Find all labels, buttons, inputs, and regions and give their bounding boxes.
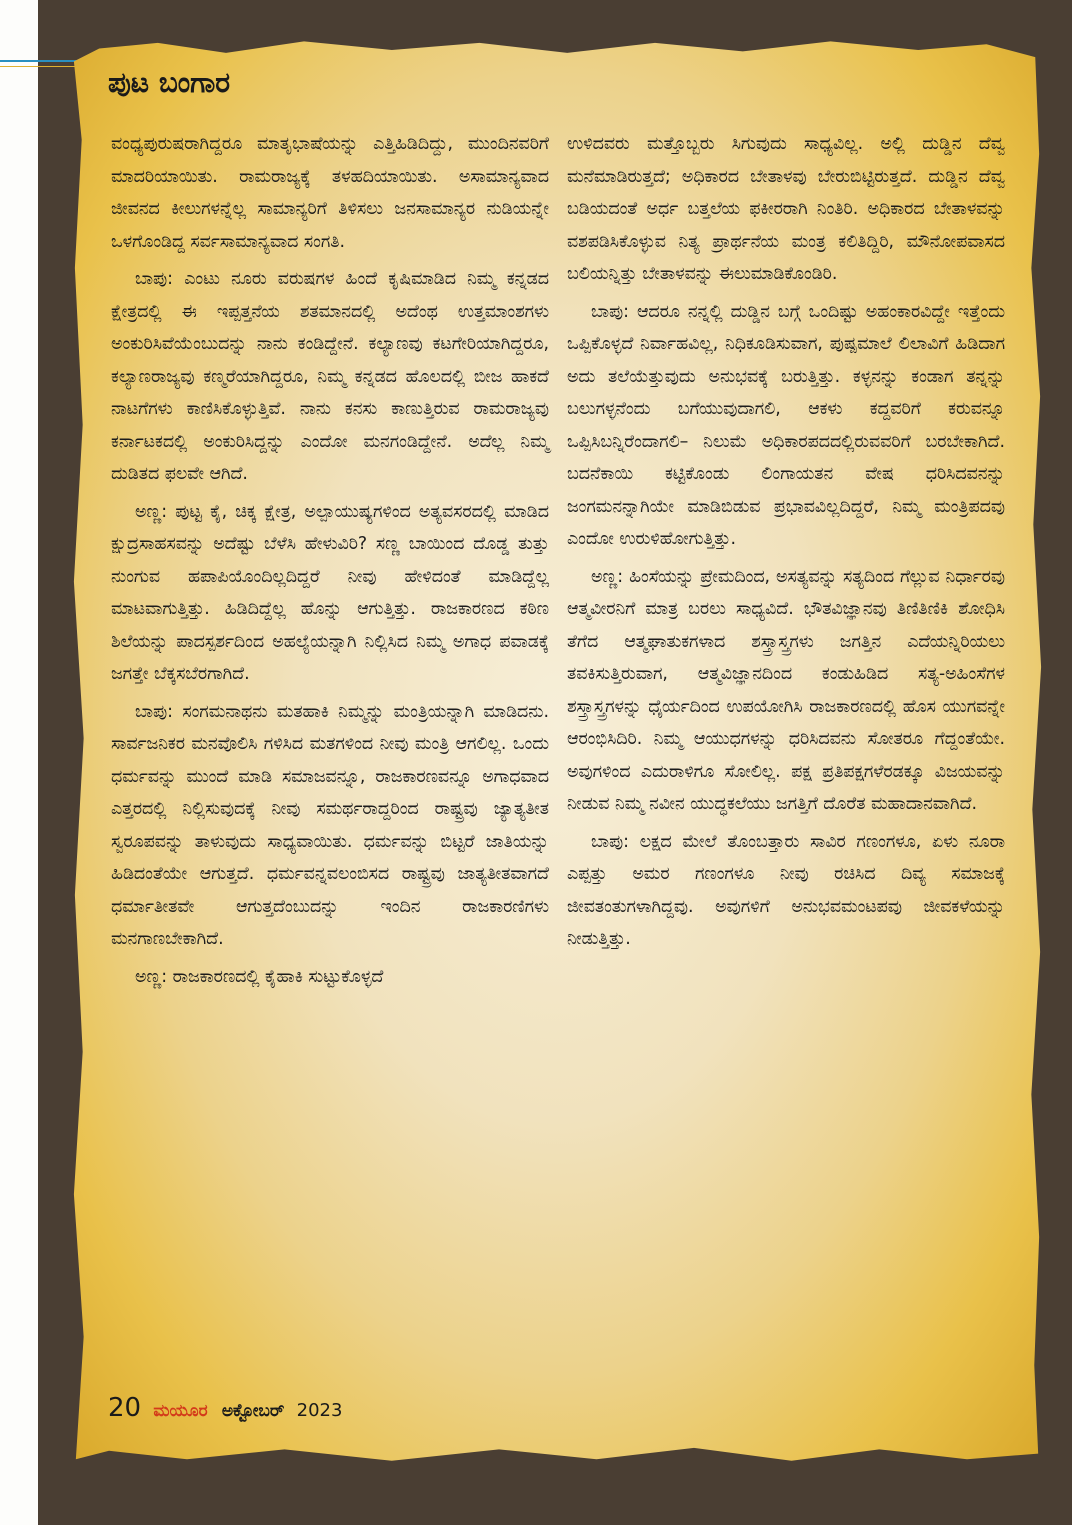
magazine-name: ಮಯೂರ — [153, 1401, 208, 1421]
paragraph: ಅಣ್ಣ: ರಾಜಕಾರಣದಲ್ಲಿ ಕೈಹಾಕಿ ಸುಟ್ಟುಕೊಳ್ಳದೆ — [135, 966, 384, 987]
issue-month: ಅಕ್ಟೋಬರ್ — [221, 1401, 285, 1421]
issue-year: 2023 — [296, 1400, 343, 1421]
paragraph: ಬಾಪು: ಲಕ್ಷದ ಮೇಲೆ ತೊಂಬತ್ತಾರು ಸಾವಿರ ಗಣಂಗಳೂ, ಏಳು ನೂರಾ ಎಪ್ಪತ್ತು ಅಮರ ಗಣಂಗಳೂ ನೀವು ರಚಿಸಿದ ದಿವ್ಯ ಸಮಾಜಕ್ಕೆ ಜೀವತಂತುಗಳಾಗಿದ್ದವು. ಅವುಗಳಿಗೆ ಅನುಭವಮಂಟಪವು ಜೀವಕಳೆಯನ್ನು ನೀಡುತ್ತಿತ್ತು. — [567, 831, 1005, 949]
paragraph: ವಂಧ್ಯಪುರುಷರಾಗಿದ್ದರೂ ಮಾತೃಭಾಷೆಯನ್ನು ಎತ್ತಿಹಿಡಿದಿದ್ದು, ಮುಂದಿನವರಿಗೆ ಮಾದರಿಯಾಯಿತು. ರಾಮರಾಜ್ಯಕ್ಕೆ ತಳಹದಿಯಾಯಿತು. ಅಸಾಮಾನ್ಯವಾದ ಜೀವನದ ಕೀಲುಗಳನ್ನೆಲ್ಲ ಸಾಮಾನ್ಯರಿಗೆ ತಿಳಿಸಲು ಜನಸಾಮಾನ್ಯರ ನುಡಿಯನ್ನೇ ಒಳಗೊಂಡಿದ್ದ ಸರ್ವಸಾಮಾನ್ಯವಾದ ಸಂಗತಿ. — [111, 134, 549, 252]
paragraph: ಅಣ್ಣ: ಪುಟ್ಟ ಕೈ, ಚಿಕ್ಕ ಕ್ಷೇತ್ರ, ಅಲ್ಪಾಯುಷ್ಯಗಳಿಂದ ಅತ್ಯವಸರದಲ್ಲಿ ಮಾಡಿದ ಕ್ಷುದ್ರಸಾಹಸವನ್ನು ಅದೆಷ್ಟು ಬೆಳೆಸಿ ಹೇಳುವಿರಿ? ಸಣ್ಣ ಬಾಯಿಂದ ದೊಡ್ಡ ತುತ್ತು ನುಂಗುವ ಹಪಾಪಿಯೊಂದಿಲ್ಲದಿದ್ದರೆ ನೀವು ಹೇಳಿದಂತೆ ಮಾಡಿದ್ದೆಲ್ಲ ಮಾಟವಾಗುತ್ತಿತ್ತು. ಹಿಡಿದಿದ್ದೆಲ್ಲ ಹೊನ್ನು ಆಗುತ್ತಿತ್ತು. ರಾಜಕಾರಣದ ಕಠಿಣ ಶಿಲೆಯನ್ನು ಪಾದಸ್ಪರ್ಶದಿಂದ ಅಹಲ್ಯೆಯನ್ನಾಗಿ ನಿಲ್ಲಿಸಿದ ನಿಮ್ಮ ಅಗಾಧ ಪವಾಡಕ್ಕೆ ಜಗತ್ತೇ ಬೆಕ್ಕಸಬೆರಗಾಗಿದೆ. — [111, 501, 549, 684]
right-column — [567, 128, 1005, 961]
section-title: ಪುಟ ಬಂಗಾರ — [108, 66, 231, 99]
left-column — [111, 128, 549, 998]
paragraph: ಉಳಿದವರು ಮತ್ತೊಬ್ಬರು ಸಿಗುವುದು ಸಾಧ್ಯವಿಲ್ಲ. ಅಲ್ಲಿ ದುಡ್ಡಿನ ದೆವ್ವ ಮನೆಮಾಡಿರುತ್ತದೆ; ಅಧಿಕಾರದ ಬೇತಾಳವು ಬೇರುಬಿಟ್ಟಿರುತ್ತದೆ. ದುಡ್ಡಿನ ದೆವ್ವ ಬಡಿಯದಂತೆ ಅರ್ಧ ಬತ್ತಲೆಯ ಫಕೀರರಾಗಿ ನಿಂತಿರಿ. ಅಧಿಕಾರದ ಬೇತಾಳವನ್ನು ವಶಪಡಿಸಿಕೊಳ್ಳುವ ನಿತ್ಯ ಪ್ರಾರ್ಥನೆಯ ಮಂತ್ರ ಕಲಿತಿದ್ದಿರಿ, ಮೌನೋಪವಾಸದ ಬಲಿಯನ್ನಿತ್ತು ಬೇತಾಳವನ್ನು ಈಲುಮಾಡಿಕೊಂಡಿರಿ. — [567, 134, 1005, 284]
paragraph: ಬಾಪು: ಎಂಟು ನೂರು ವರುಷಗಳ ಹಿಂದೆ ಕೃಷಿಮಾಡಿದ ನಿಮ್ಮ ಕನ್ನಡದ ಕ್ಷೇತ್ರದಲ್ಲಿ ಈ ಇಪ್ಪತ್ತನೆಯ ಶತಮಾನದಲ್ಲಿ ಅದೆಂಥ ಉತ್ತಮಾಂಶಗಳು ಅಂಕುರಿಸಿವೆಯೆಂಬುದನ್ನು ನಾನು ಕಂಡಿದ್ದೇನೆ. ಕಲ್ಯಾಣವು ಕಟಗೇರಿಯಾಗಿದ್ದರೂ, ಕಲ್ಯಾಣರಾಜ್ಯವು ಕಣ್ಮರೆಯಾಗಿದ್ದರೂ, ನಿಮ್ಮ ಕನ್ನಡದ ಹೊಲದಲ್ಲಿ ಬೀಜ ಹಾಕದೆ ನಾಟಗೆಗಳು ಕಾಣಿಸಿಕೊಳ್ಳುತ್ತಿವೆ. ನಾನು ಕನಸು ಕಾಣುತ್ತಿರುವ ರಾಮರಾಜ್ಯವು ಕರ್ನಾಟಕದಲ್ಲಿ ಅಂಕುರಿಸಿದ್ದನ್ನು ಎಂದೋ ಮನಗಂಡಿದ್ದೇನೆ. ಅದೆಲ್ಲ ನಿಮ್ಮ ದುಡಿತದ ಫಲವೇ ಆಗಿದೆ. — [111, 269, 549, 484]
page-number: 20 — [108, 1393, 142, 1423]
page-footer — [108, 1393, 342, 1423]
paragraph: ಬಾಪು: ಆದರೂ ನನ್ನಲ್ಲಿ ದುಡ್ಡಿನ ಬಗ್ಗೆ ಒಂದಿಷ್ಟು ಅಹಂಕಾರವಿದ್ದೇ ಇತ್ತೆಂದು ಒಪ್ಪಿಕೊಳ್ಳದೆ ನಿರ್ವಾಹವಿಲ್ಲ, ನಿಧಿಕೂಡಿಸುವಾಗ, ಪುಷ್ಪಮಾಲೆ ಲಿಲಾವಿಗೆ ಹಿಡಿದಾಗ ಅದು ತಲೆಯೆತ್ತುವುದು ಅನುಭವಕ್ಕೆ ಬರುತ್ತಿತ್ತು. ಕಳ್ಳನನ್ನು ಕಂಡಾಗ ತನ್ನನ್ನು ಬಲುಗಳ್ಳನೆಂದು ಬಗೆಯುವುದಾಗಲಿ, ಆಕಳು ಕದ್ದವರಿಗೆ ಕರುವನ್ನೂ ಒಪ್ಪಿಸಿಬನ್ನಿರೆಂದಾಗಲಿ– ನಿಲುಮೆ ಅಧಿಕಾರಪದದಲ್ಲಿರುವವರಿಗೆ ಬರಬೇಕಾಗಿದೆ. ಬದನೆಕಾಯಿ ಕಟ್ಟಿಕೊಂಡು ಲಿಂಗಾಯತನ ವೇಷ ಧರಿಸಿದವನನ್ನು ಜಂಗಮನನ್ನಾಗಿಯೇ ಮಾಡಿಬಿಡುವ ಪ್ರಭಾವವಿಲ್ಲದಿದ್ದರೆ, ನಿಮ್ಮ ಮಂತ್ರಿಪದವು ಎಂದೋ ಉರುಳಿಹೋಗುತ್ತಿತ್ತು. — [567, 301, 1005, 549]
paragraph: ಅಣ್ಣ: ಹಿಂಸೆಯನ್ನು ಪ್ರೇಮದಿಂದ, ಅಸತ್ಯವನ್ನು ಸತ್ಯದಿಂದ ಗೆಲ್ಲುವ ನಿರ್ಧಾರವು ಆತ್ಮವೀರನಿಗೆ ಮಾತ್ರ ಬರಲು ಸಾಧ್ಯವಿದೆ. ಭೌತವಿಜ್ಞಾನವು ತಿಣಿತಿಣಿಕಿ ಶೋಧಿಸಿ ತೆಗೆದ ಆತ್ಮಘಾತುಕಗಳಾದ ಶಸ್ತ್ರಾಸ್ತ್ರಗಳು ಜಗತ್ತಿನ ಎದೆಯನ್ನಿರಿಯಲು ತವಕಿಸುತ್ತಿರುವಾಗ, ಆತ್ಮವಿಜ್ಞಾನದಿಂದ ಕಂಡುಹಿಡಿದ ಸತ್ಯ-ಅಹಿಂಸೆಗಳ ಶಸ್ತ್ರಾಸ್ತ್ರಗಳನ್ನು ಧೈರ್ಯದಿಂದ ಉಪಯೋಗಿಸಿ ರಾಜಕಾರಣದಲ್ಲಿ ಹೊಸ ಯುಗವನ್ನೇ ಆರಂಭಿಸಿದಿರಿ. ನಿಮ್ಮ ಆಯುಧಗಳನ್ನು ಧರಿಸಿದವನು ಸೋತರೂ ಗೆದ್ದಂತೆಯೇ. ಅವುಗಳಿಂದ ಎದುರಾಳಿಗೂ ಸೋಲಿಲ್ಲ. ಪಕ್ಷ ಪ್ರತಿಪಕ್ಷಗಳೆರಡಕ್ಕೂ ವಿಜಯವನ್ನು ನೀಡುವ ನಿಮ್ಮ ನವೀನ ಯುದ್ಧಕಲೆಯು ಜಗತ್ತಿಗೆ ದೊರೆತ ಮಹಾದಾನವಾಗಿದೆ. — [567, 566, 1005, 814]
paragraph: ಬಾಪು: ಸಂಗಮನಾಥನು ಮತಹಾಕಿ ನಿಮ್ಮನ್ನು ಮಂತ್ರಿಯನ್ನಾಗಿ ಮಾಡಿದನು. ಸಾರ್ವಜನಿಕರ ಮನವೊಲಿಸಿ ಗಳಿಸಿದ ಮತಗಳಿಂದ ನೀವು ಮಂತ್ರಿ ಆಗಲಿಲ್ಲ. ಒಂದು ಧರ್ಮವನ್ನು ಮುಂದೆ ಮಾಡಿ ಸಮಾಜವನ್ನೂ, ರಾಜಕಾರಣವನ್ನೂ ಅಗಾಧವಾದ ಎತ್ತರದಲ್ಲಿ ನಿಲ್ಲಿಸುವುದಕ್ಕೆ ನೀವು ಸಮರ್ಥರಾದ್ದರಿಂದ ರಾಷ್ಟ್ರವು ಜ್ಯಾತ್ಯತೀತ ಸ್ವರೂಪವನ್ನು ತಾಳುವುದು ಸಾಧ್ಯವಾಯಿತು. ಧರ್ಮವನ್ನು ಬಿಟ್ಟರೆ ಜಾತಿಯನ್ನು ಹಿಡಿದಂತೆಯೇ ಆಗುತ್ತದೆ. ಧರ್ಮವನ್ನವಲಂಬಿಸದ ರಾಷ್ಟ್ರವು ಜಾತ್ಯತೀತವಾಗದೆ ಧರ್ಮಾತೀತವೇ ಆಗುತ್ತದೆಂಬುದನ್ನು ಇಂದಿನ ರಾಜಕಾರಣಿಗಳು ಮನಗಾಣಬೇಕಾಗಿದೆ. — [111, 701, 549, 949]
